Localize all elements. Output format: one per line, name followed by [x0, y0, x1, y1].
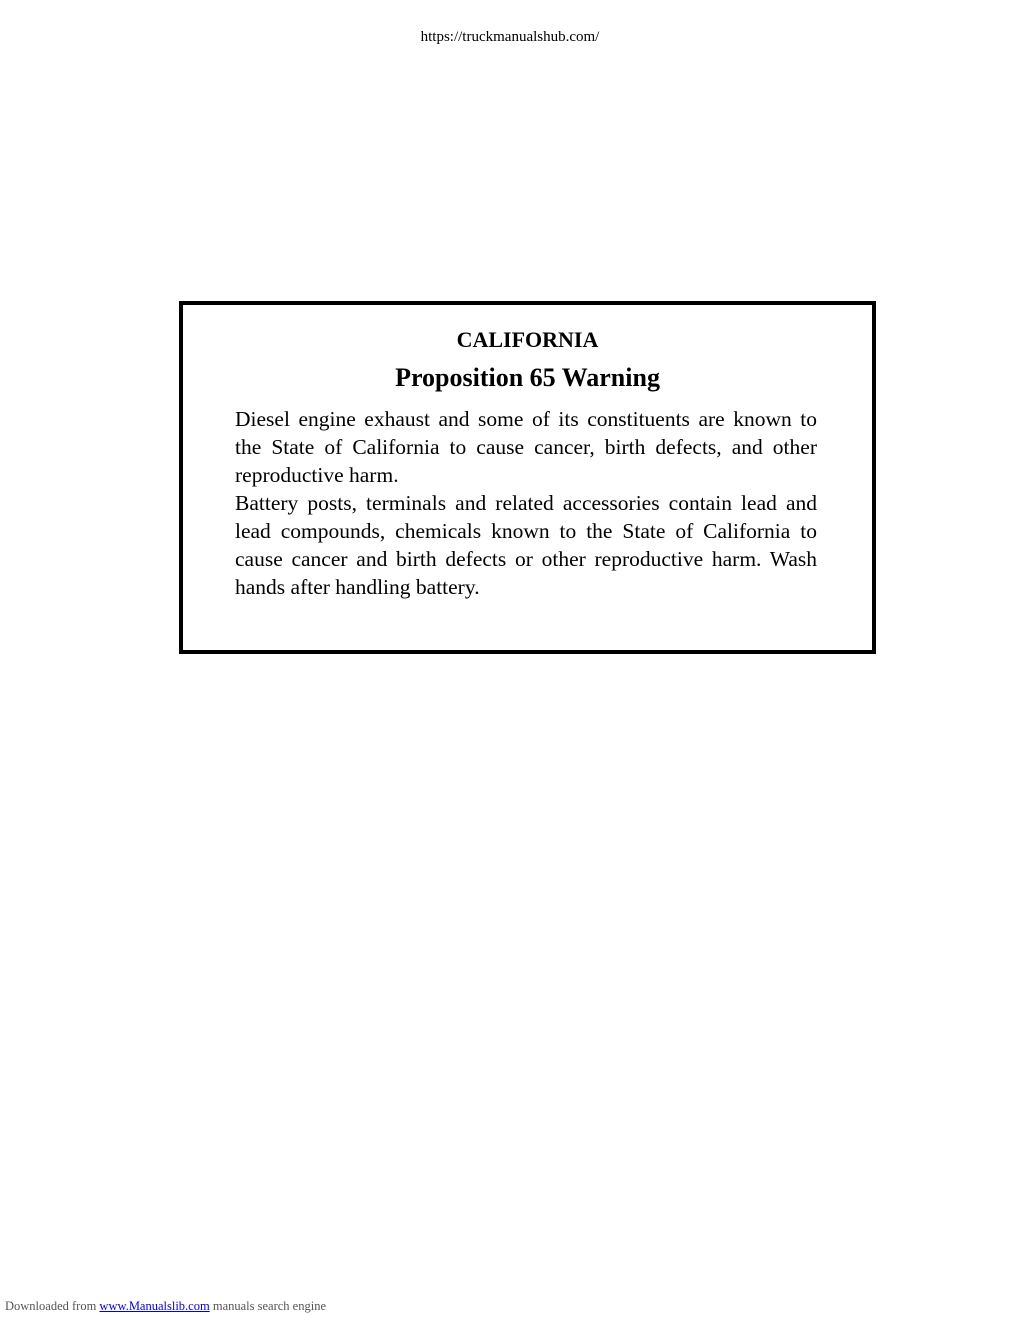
- warning-subtitle: Proposition 65 Warning: [395, 363, 660, 392]
- header-url: https://truckmanualshub.com/: [420, 29, 600, 45]
- download-footer: [5, 1299, 326, 1314]
- prop65-warning-box: [179, 301, 876, 654]
- warning-body: [235, 405, 817, 601]
- manualslib-link[interactable]: www.Manualslib.com: [99, 1299, 210, 1313]
- warning-paragraph-battery: Battery posts, terminals and related accessories contain lead and lead compounds, chemicals known to the State of California to cause cancer and birth defects or other reproductive harm. Wash hands after handling battery.: [235, 491, 817, 599]
- warning-title: CALIFORNIA: [456, 327, 599, 352]
- footer-suffix: manuals search engine: [209, 1299, 326, 1313]
- footer-prefix: Downloaded from: [5, 1299, 100, 1313]
- warning-paragraph-diesel: Diesel engine exhaust and some of its constituents are known to the State of California to cause cancer, birth defects, and other reproductive harm.: [235, 407, 817, 487]
